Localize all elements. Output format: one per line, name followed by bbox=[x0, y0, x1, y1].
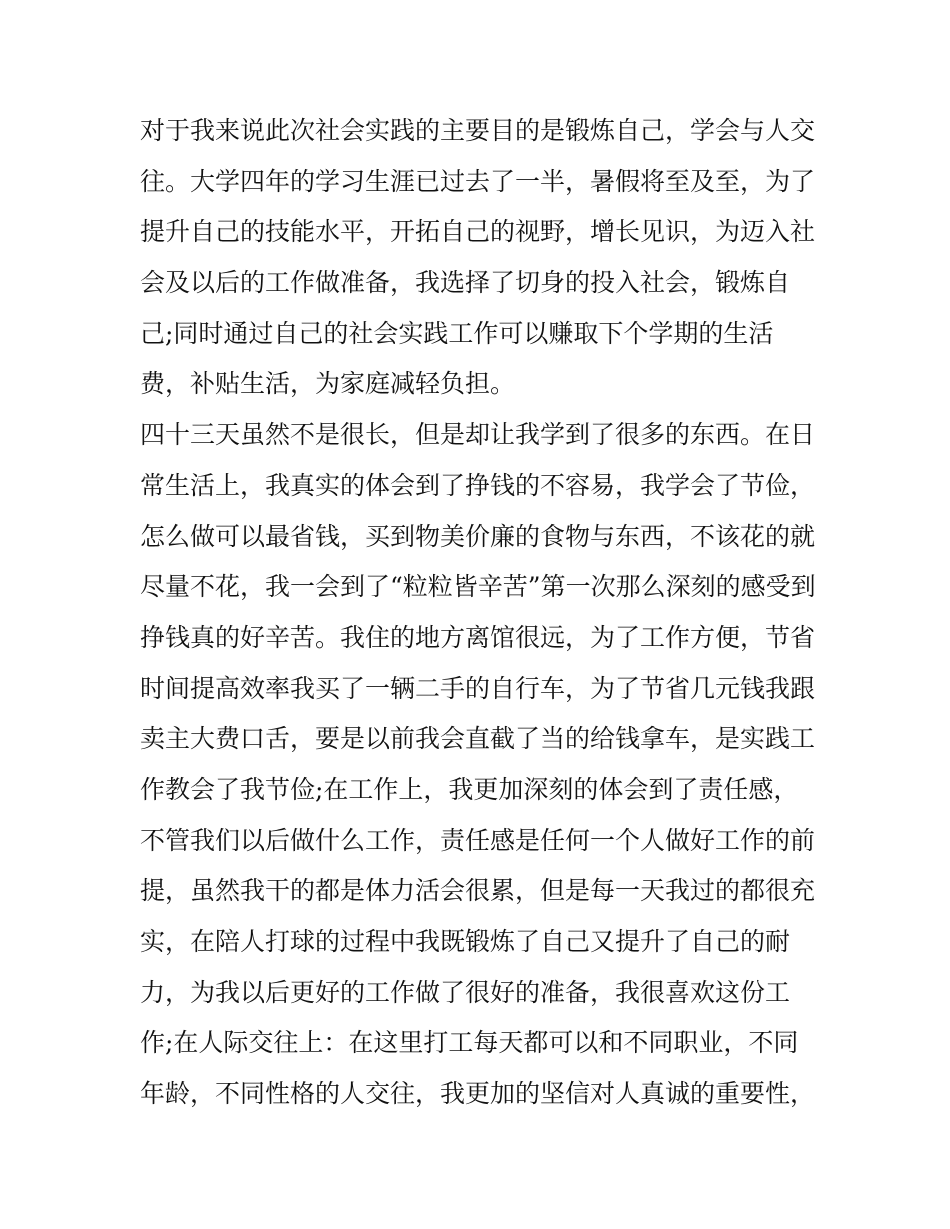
text-line: 往。大学四年的学习生涯已过去了一半，暑假将至及至，为了 bbox=[140, 166, 816, 196]
text-line: 会及以后的工作做准备，我选择了切身的投入社会，锻炼自 bbox=[140, 268, 791, 298]
text-line: 实，在陪人打球的过程中我既锻炼了自己又提升了自己的耐 bbox=[140, 927, 791, 956]
text-line: 怎么做可以最省钱，买到物美价廉的食物与东西，不该花的就 bbox=[140, 521, 816, 551]
text-line: 挣钱真的好辛苦。我住的地方离馆很远，为了工作方便，节省 bbox=[140, 622, 816, 652]
text-line: 对于我来说此次社会实践的主要目的是锻炼自己，学会与人交 bbox=[140, 116, 816, 145]
body-text bbox=[140, 106, 820, 1120]
text-line: 作;在人际交往上：在这里打工每天都可以和不同职业，不同 bbox=[140, 1028, 799, 1058]
text-line: 常生活上，我真实的体会到了挣钱的不容易，我学会了节俭， bbox=[140, 470, 816, 500]
text-line: 提升自己的技能水平，开拓自己的视野，增长见识，为迈入社 bbox=[140, 217, 816, 247]
text-line: 卖主大费口舌，要是以前我会直截了当的给钱拿车，是实践工 bbox=[140, 724, 816, 754]
text-line: 作教会了我节俭;在工作上，我更加深刻的体会到了责任感， bbox=[140, 774, 799, 804]
text-line: 不管我们以后做什么工作，责任感是任何一个人做好工作的前 bbox=[140, 825, 816, 855]
text-line: 四十三天虽然不是很长，但是却让我学到了很多的东西。在日 bbox=[140, 420, 816, 450]
text-line: 力，为我以后更好的工作做了很好的准备，我很喜欢这份工 bbox=[140, 977, 791, 1007]
text-line: 费，补贴生活，为家庭减轻负担。 bbox=[140, 369, 516, 399]
text-line: 时间提高效率我买了一辆二手的自行车，为了节省几元钱我跟 bbox=[140, 673, 816, 703]
text-line: 尽量不花，我一会到了“粒粒皆辛苦”第一次那么深刻的感受到 bbox=[140, 572, 816, 602]
text-line: 提，虽然我干的都是体力活会很累，但是每一天我过的都很充 bbox=[140, 876, 816, 906]
text-line: 己;同时通过自己的社会实践工作可以赚取下个学期的生活 bbox=[140, 318, 774, 348]
text-line: 年龄，不同性格的人交往，我更加的坚信对人真诚的重要性， bbox=[140, 1079, 816, 1109]
